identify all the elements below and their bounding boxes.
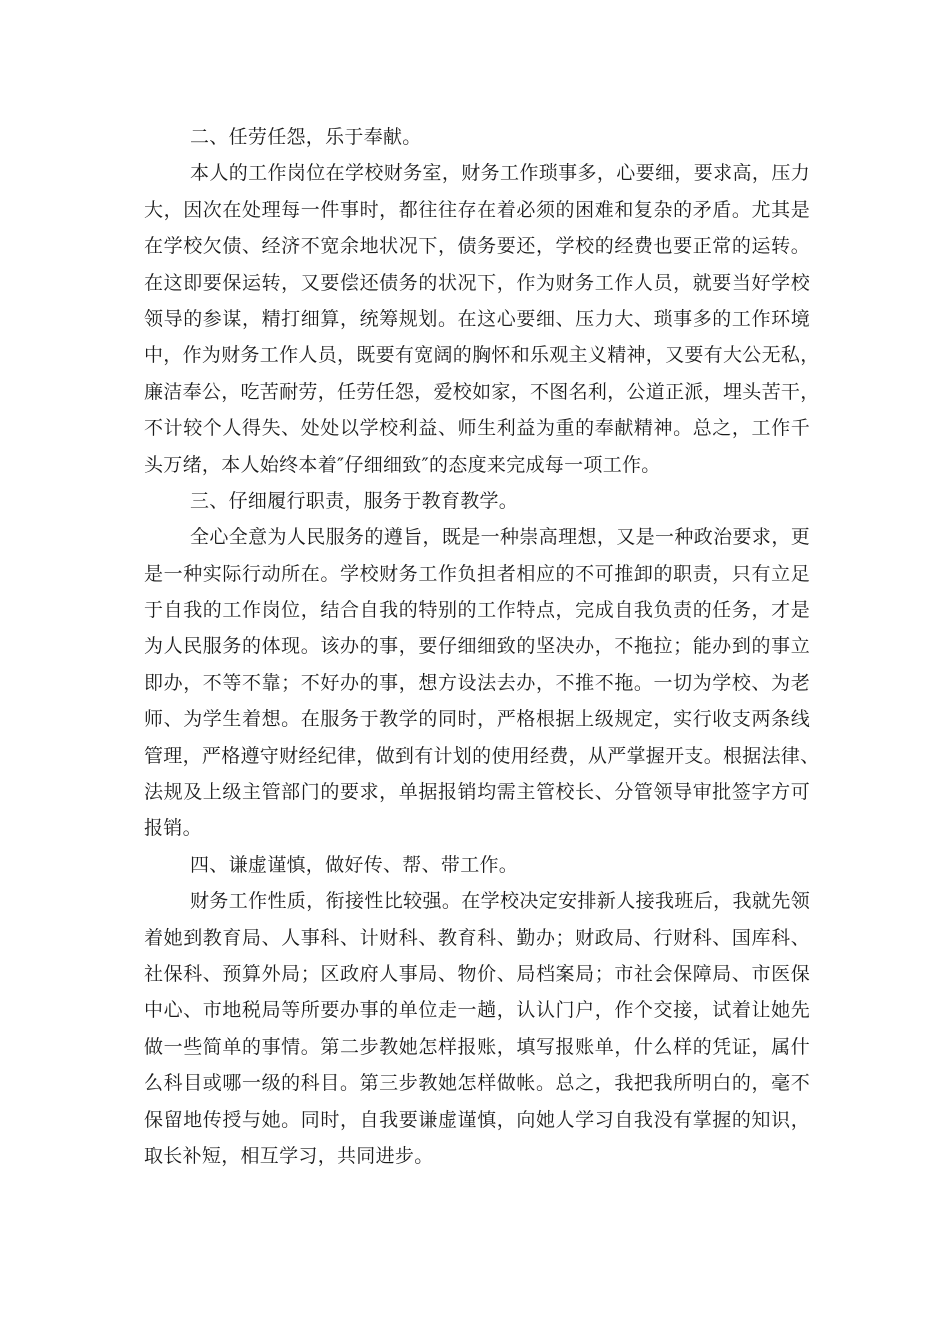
text-line: 社保科、预算外局；区政府人事局、物价、局档案局；市社会保障局、市医保	[144, 962, 810, 985]
text-line: 二、任劳任怨，乐于奉献。	[190, 126, 422, 148]
text-line: 廉洁奉公，吃苦耐劳，任劳任怨，爱校如家，不图名利，公道正派，埋头苦干，	[144, 380, 820, 403]
text-line: 做一些简单的事情。第二步教她怎样报账，填写报账单，什么样的凭证，属什	[144, 1035, 810, 1058]
text-line: 着她到教育局、人事科、计财科、教育科、勤办；财政局、行财科、国库科、	[144, 926, 810, 949]
text-line: 三、仔细履行职责，服务于教育教学。	[190, 489, 519, 512]
text-line: 取长补短，相互学习，共同进步。	[144, 1144, 434, 1167]
document-body	[144, 119, 820, 1174]
text-line: 四、谦虚谨慎，做好传、帮、带工作。	[190, 853, 519, 876]
text-line: 保留地传授与她。同时，自我要谦虚谨慎，向她人学习自我没有掌握的知识，	[144, 1108, 810, 1131]
text-line: 么科目或哪一级的科目。第三步教她怎样做帐。总之，我把我所明白的，毫不	[144, 1072, 810, 1095]
text-line: 即办，不等不靠；不好办的事，想方设法去办，不推不拖。一切为学校、为老	[144, 671, 810, 694]
text-line: 在学校欠债、经济不宽余地状况下，债务要还，学校的经费也要正常的运转。	[144, 235, 810, 258]
text-line: 全心全意为人民服务的遵旨，既是一种崇高理想，又是一种政治要求，更	[190, 526, 810, 549]
text-line: 师、为学生着想。在服务于教学的同时，严格根据上级规定，实行收支两条线	[144, 708, 810, 731]
text-line: 管理，严格遵守财经纪律，做到有计划的使用经费，从严掌握开支。根据法律、	[144, 744, 820, 767]
text-line: 中心、市地税局等所要办事的单位走一趟，认认门户，作个交接，试着让她先	[144, 999, 810, 1022]
text-line: 不计较个人得失、处处以学校利益、师生利益为重的奉献精神。总之，工作千	[144, 417, 810, 440]
text-line: 领导的参谋，精打细算，统筹规划。在这心要细、压力大、琐事多的工作环境	[144, 307, 810, 330]
text-line: 报销。	[144, 817, 202, 840]
text-line: 在这即要保运转，又要偿还债务的状况下，作为财务工作人员，就要当好学校	[144, 271, 810, 294]
text-line: 法规及上级主管部门的要求，单据报销均需主管校长、分管领导审批签字方可	[144, 781, 810, 804]
text-line: 于自我的工作岗位，结合自我的特别的工作特点，完成自我负责的任务，才是	[144, 599, 810, 622]
text-line: 是一种实际行动所在。学校财务工作负担者相应的不可推卸的职责，只有立足	[144, 562, 810, 585]
text-line: 大，因次在处理每一件事时，都往往存在着必须的困难和复杂的矛盾。尤其是	[144, 198, 810, 221]
text-line: 为人民服务的体现。该办的事，要仔细细致的坚决办，不拖拉；能办到的事立	[144, 635, 810, 658]
text-line: 本人的工作岗位在学校财务室，财务工作琐事多，心要细，要求高，压力	[190, 162, 810, 185]
text-line: 财务工作性质，衔接性比较强。在学校决定安排新人接我班后，我就先领	[190, 890, 810, 913]
text-line: 中，作为财务工作人员，既要有宽阔的胸怀和乐观主义精神，又要有大公无私，	[144, 344, 820, 367]
text-line: 头万绪，本人始终本着″仔细细致″的态度来完成每一项工作。	[144, 453, 661, 476]
